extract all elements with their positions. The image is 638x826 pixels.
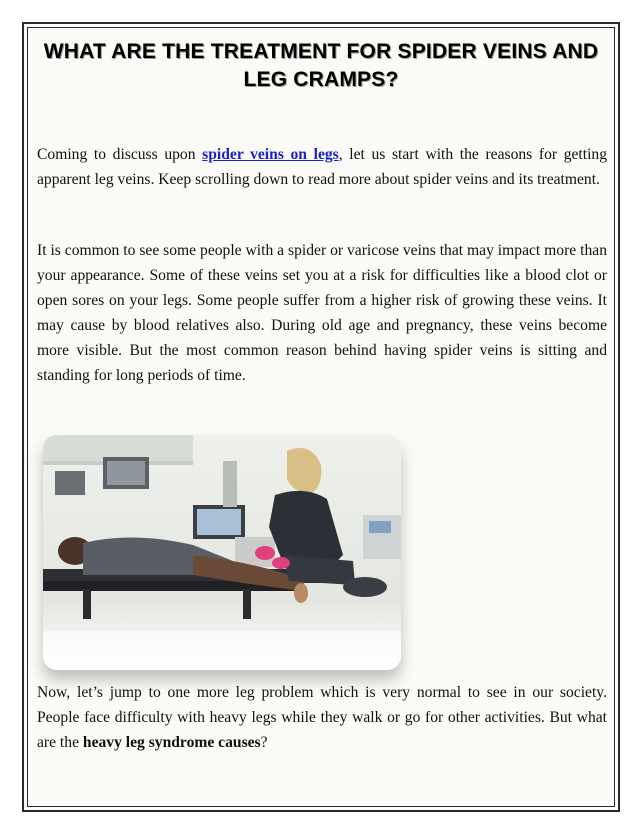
page-inner-border xyxy=(27,27,615,807)
heavy-legs-text-start: Now, let’s jump to one more leg problem which is very normal to see in our society. People face difficulty with heavy legs while they walk or go for other activities. But what are the xyxy=(37,684,607,751)
heavy-leg-syndrome-phrase: heavy leg syndrome causes xyxy=(82,734,261,751)
heavy-legs-text-end: ? xyxy=(260,734,268,751)
treatment-photo xyxy=(43,435,401,670)
page-border xyxy=(22,22,620,812)
page-title: WHAT ARE THE TREATMENT FOR SPIDER VEINS AND LEG CRAMPS? xyxy=(43,40,599,91)
intro-text-start: Coming to discuss upon xyxy=(37,146,203,163)
intro-paragraph xyxy=(37,142,607,192)
causes-paragraph: It is common to see some people with a spider or varicose veins that may impact more than your appearance. Some of these veins set you at a risk for difficulties like a blood clot or open sores on your legs. Some people suffer from a higher risk of growing these veins. It may cause by blood relatives also. During old age and pregnancy, these veins become more visible. But the most common reason behind having spider veins is sitting and standing for long periods of time. xyxy=(37,242,607,384)
spider-veins-link[interactable]: spider veins on legs xyxy=(202,146,339,163)
treatment-photo-illustration xyxy=(43,435,401,670)
heavy-legs-paragraph xyxy=(37,680,607,755)
intro-text-end: , let us start with the reasons for getting apparent leg veins. Keep scrolling down to read more about spider veins and its treatment. xyxy=(37,146,608,188)
